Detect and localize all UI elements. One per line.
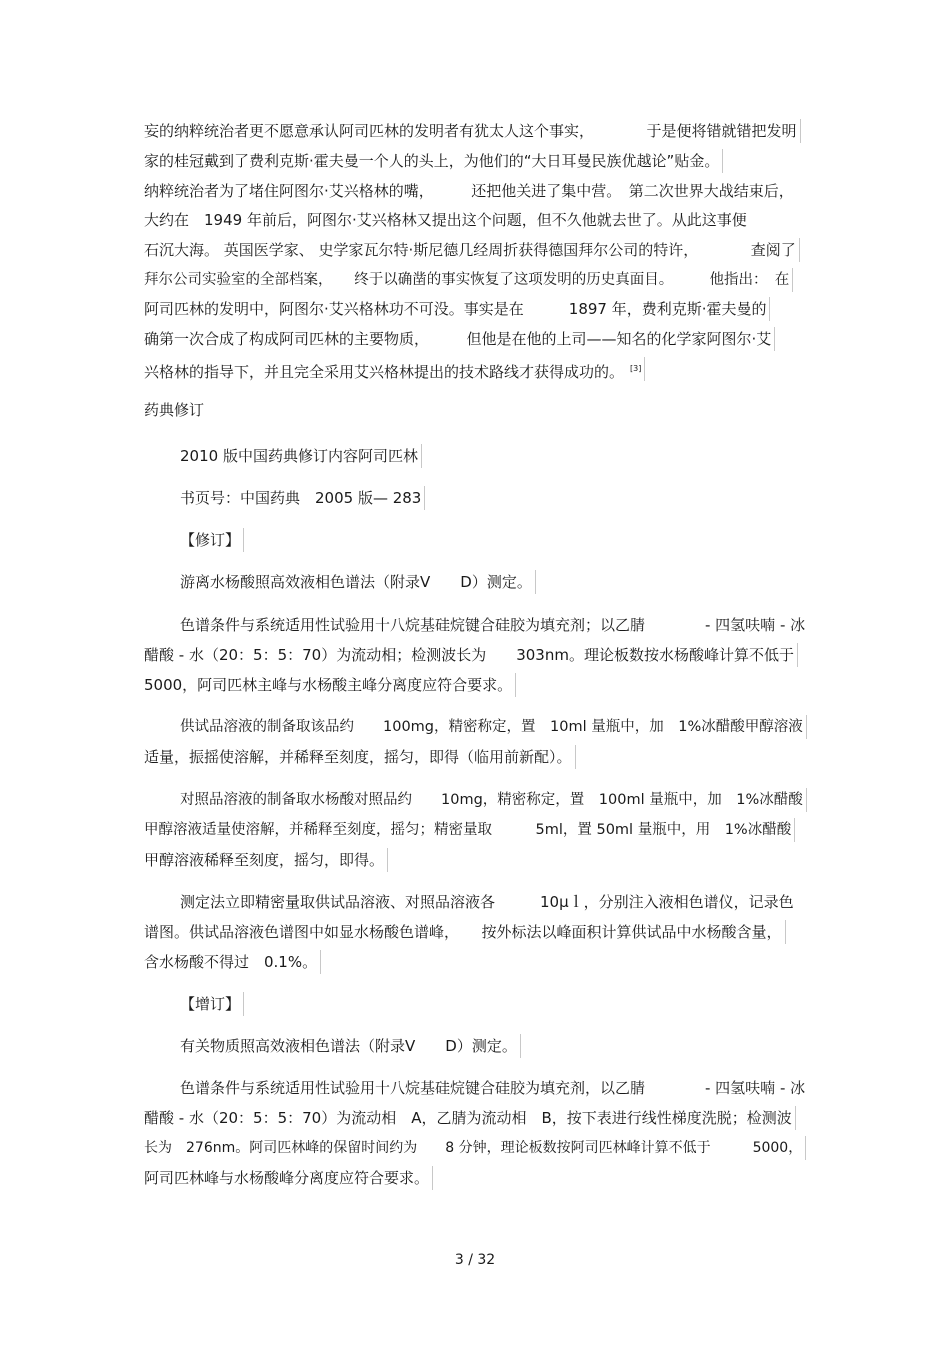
chrom2-line-1: 色谱条件与系统适用性试验用十八烷基硅烷键合硅胶为填充剂，以乙腈 - 四氢呋喃 - 冰 <box>180 1079 806 1097</box>
page-separator: / <box>468 1252 473 1268</box>
tag-add: 【增订】 <box>180 992 244 1016</box>
chrom2-line-3: 长为 276nm。阿司匹林峰的保留时间约为 8 分钟，理论板数按阿司匹林峰计算不低于 5000， <box>144 1136 806 1160</box>
citation-mark: [3] <box>630 364 642 373</box>
ref-prep-line-3: 甲醇溶液稀释至刻度，摇匀，即得。 <box>144 848 388 872</box>
chrom2-line-2: 醋酸 - 水（20：5：5：70）为流动相 A，乙腈为流动相 B，按下表进行线性梯度洗脱；检测波 <box>144 1106 796 1130</box>
book-page-ref: 书页号：中国药典 2005 版— 283 <box>180 486 425 510</box>
sample-prep-line-1: 供试品溶液的制备取该品约 100mg，精密称定，置 10ml 量瓶中，加 1%冰醋酸甲醇溶液 <box>180 715 807 739</box>
page-total: 32 <box>477 1252 496 1268</box>
ref-prep-line-2: 甲醇溶液适量使溶解，并稀释至刻度，摇匀；精密量取 5ml，置 50ml 量瓶中，用 1%冰醋酸 <box>144 818 795 842</box>
ref-prep-line-1: 对照品溶液的制备取水杨酸对照品约 10mg，精密称定，置 100ml 量瓶中，加 1%冰醋酸 <box>180 788 807 812</box>
method-line-3: 含水杨酸不得过 0.1%。 <box>144 950 321 974</box>
history-line-4: 大约在 1949 年前后，阿图尔·艾兴格林又提出这个问题，但不久他就去世了。从此这事便 <box>144 211 747 229</box>
method-line-1: 测定法立即精密量取供试品溶液、对照品溶液各 10μｌ，分别注入液相色谱仪，记录色 <box>180 893 794 911</box>
history-line-2: 家的桂冠戴到了费利克斯·霍夫曼一个人的头上，为他们的“大日耳曼民族优越论”贴金。 <box>144 149 723 173</box>
history-line-9 <box>144 357 645 381</box>
history-line-6: 拜尔公司实验室的全部档案， 终于以确凿的事实恢复了这项发明的历史真面目。 他指出： 在 <box>144 268 793 292</box>
sample-prep-line-2: 适量，振摇使溶解，并稀释至刻度，摇匀，即得（临用前新配）。 <box>144 745 576 769</box>
chrom1-line-2: 醋酸 - 水（20：5：5：70）为流动相；检测波长为 303nm。理论板数按水杨酸峰计算不低于 <box>144 643 798 667</box>
history-line-5: 石沉大海。 英国医学家、 史学家瓦尔特·斯尼德几经周折获得德国拜尔公司的特许， 查阅了 <box>144 238 800 262</box>
history-line-3: 纳粹统治者为了堵住阿图尔·艾兴格林的嘴， 还把他关进了集中营。 第二次世界大战结束后， <box>144 182 794 200</box>
chrom1-line-1: 色谱条件与系统适用性试验用十八烷基硅烷键合硅胶为填充剂；以乙腈 - 四氢呋喃 - 冰 <box>180 616 806 634</box>
chrom1-line-3: 5000，阿司匹林主峰与水杨酸主峰分离度应符合要求。 <box>144 673 516 697</box>
page-number: 3 <box>454 1252 464 1268</box>
revision-heading: 2010 版中国药典修订内容阿司匹林 <box>180 444 422 468</box>
history-line-1: 妄的纳粹统治者更不愿意承认阿司匹林的发明者有犹太人这个事实， 于是便将错就错把发明 <box>144 119 801 143</box>
chrom2-line-4: 阿司匹林峰与水杨酸峰分离度应符合要求。 <box>144 1166 433 1190</box>
section-title: 药典修订 <box>144 401 205 419</box>
page-footer <box>0 1249 950 1271</box>
history-line-9-text: 兴格林的指导下，并且完全采用艾兴格林提出的技术路线才获得成功的。 <box>144 363 625 381</box>
free-salicylic-line: 游离水杨酸照高效液相色谱法（附录Ⅴ D）测定。 <box>180 570 536 594</box>
related-substances-line: 有关物质照高效液相色谱法（附录Ⅴ D）测定。 <box>180 1034 521 1058</box>
history-line-8: 确第一次合成了构成阿司匹林的主要物质， 但他是在他的上司——知名的化学家阿图尔·艾 <box>144 327 775 351</box>
method-line-2: 谱图。供试品溶液色谱图中如显水杨酸色谱峰， 按外标法以峰面积计算供试品中水杨酸含量， <box>144 920 786 944</box>
tag-revise: 【修订】 <box>180 528 244 552</box>
history-line-7: 阿司匹林的发明中，阿图尔·艾兴格林功不可没。事实是在 1897 年，费利克斯·霍夫曼的 <box>144 297 770 321</box>
